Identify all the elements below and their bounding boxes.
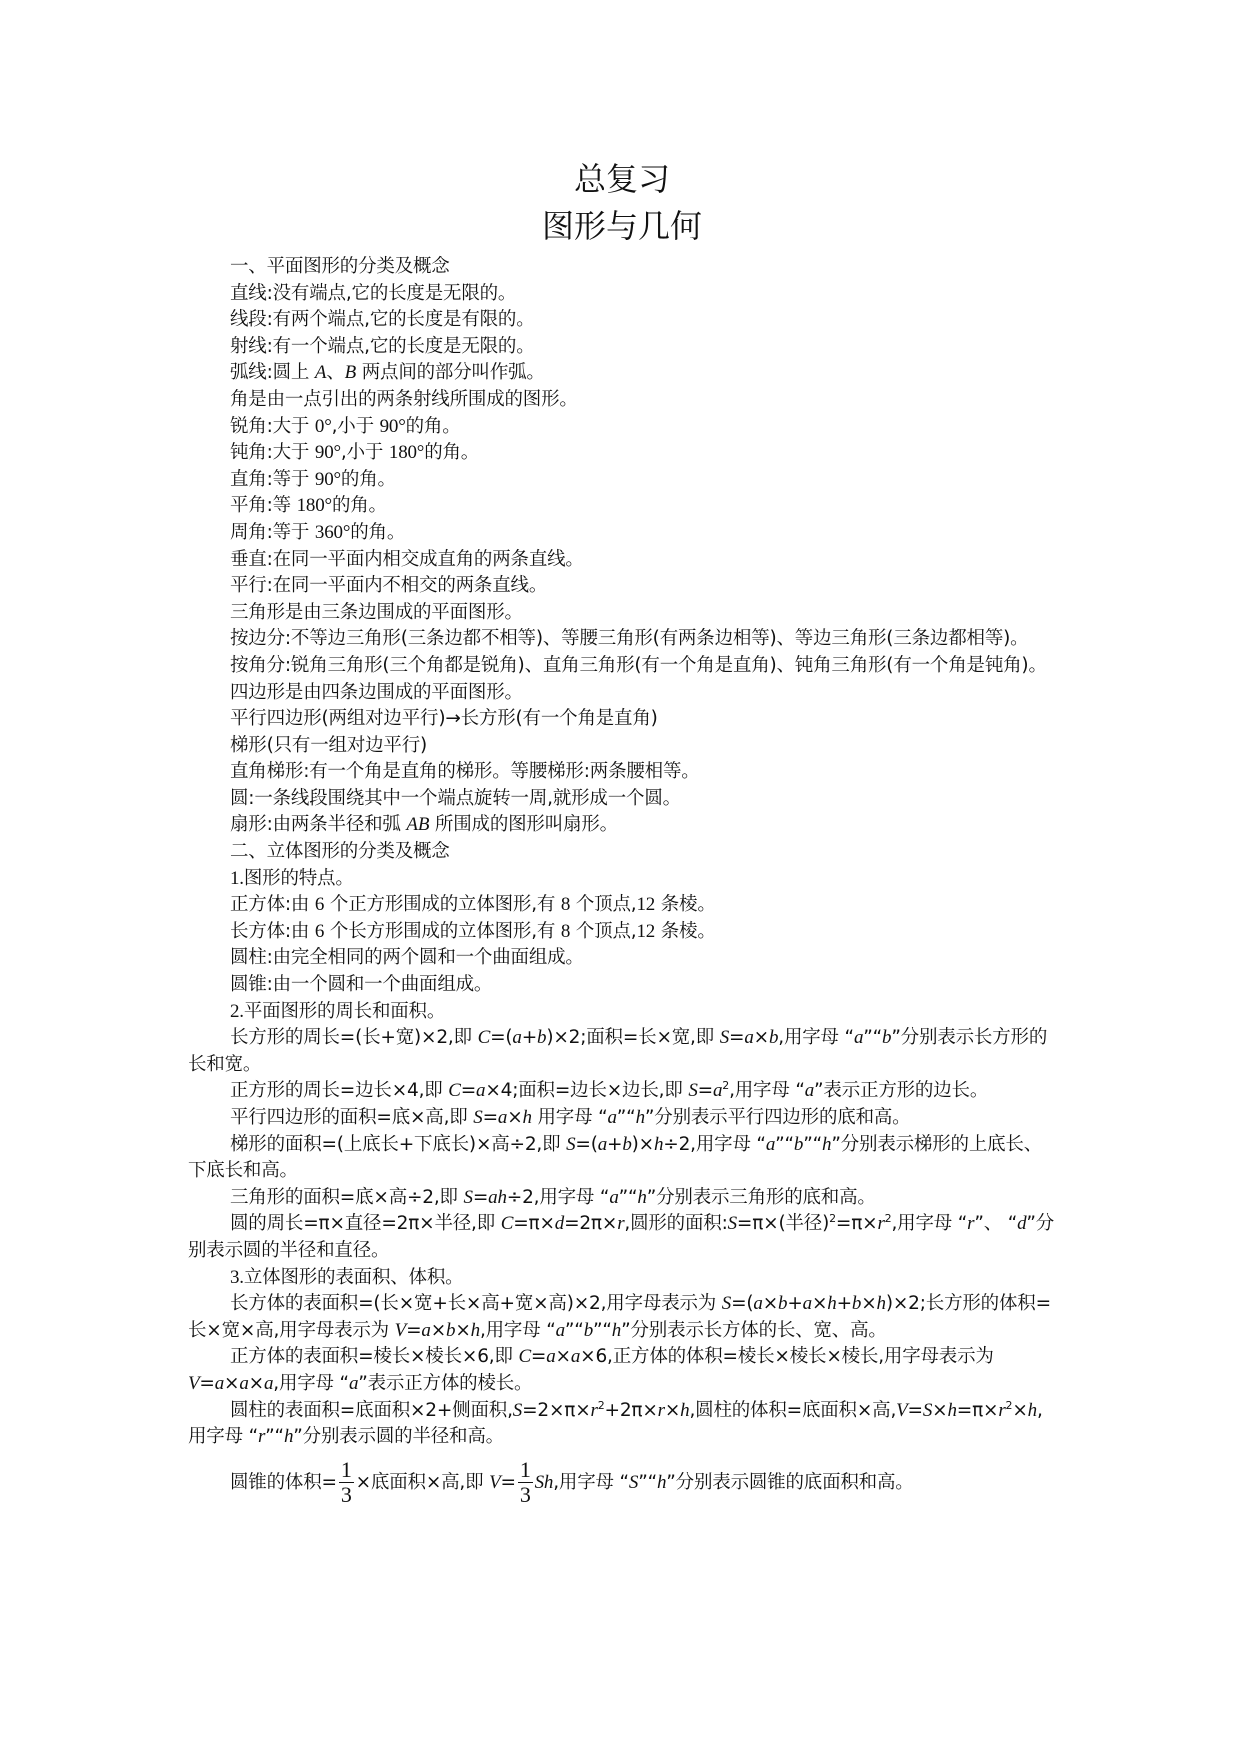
paragraph: 按边分:不等边三角形(三条边都不相等)、等腰三角形(有两条边相等)、等边三角形(三条边都相等)。 [230,628,1029,650]
paragraph: 周角:等于 360°的角。 [230,521,406,543]
paragraph: 圆锥:由一个圆和一个曲面组成。 [230,974,493,996]
paragraph: 圆的周长=π×直径=2π×半径,即 C=π×d=2π×r,圆形的面积:S=π×(半径)$^2=\pi\times r^2$,用字母 “r”、 “d”分别表示圆的半径和直径。 [188,1212,1055,1261]
paragraph: 三角形是由三条边围成的平面图形。 [230,601,523,623]
paragraph: 平角:等 180°的角。 [230,495,387,517]
paragraph: 二、立体图形的分类及概念 [230,841,450,863]
paragraph: 圆柱的表面积=底面积×2+侧面积$,S=2\times\pi\times r^2+2\pi\times r\times h$,圆柱的体积=底面积×高$,V=S\times h=\pi\times r^2\times h$,用字母 “r”“h”分别表示圆的半径和高。 [188,1398,1043,1448]
paragraph: 长方体的表面积=(长×宽+长×高+宽×高)×2,用字母表示为 S=(a×b+a×h+b×h)×2;长方形的体积=长×宽×高,用字母表示为 V=a×b×h,用字母 “a”“b”“h”分别表示长方体的长、宽、高。 [188,1293,1051,1341]
paragraph: 弧线:圆上 A、B 两点间的部分叫作弧。 [230,362,545,384]
paragraph: 锐角:大于 0°,小于 90°的角。 [230,415,461,437]
paragraph: 一、平面图形的分类及概念 [230,256,450,277]
paragraph: 圆柱:由完全相同的两个圆和一个曲面组成。 [230,947,584,969]
paragraph: 3.立体图形的表面积、体积。 [230,1266,464,1288]
paragraph: 平行:在同一平面内不相交的两条直线。 [230,575,548,597]
paragraph: 梯形(只有一组对边平行) [230,734,428,756]
paragraph: 平行四边形的面积=底×高,即 S=a×h 用字母 “a”“h”分别表示平行四边形的底和高。 [230,1107,911,1128]
paragraph: 正方形的周长=边长×4,即 C=a×4;面积=边长×边长,即 $S=a^2$,用字母 “a”表示正方形的边长。 [230,1079,989,1102]
paragraph: 按角分:锐角三角形(三个角都是锐角)、直角三角形(有一个角是直角)、钝角三角形(有一个角是钝角)。 [230,654,1047,676]
paragraph: 角是由一点引出的两条射线所围成的图形。 [230,388,578,410]
paragraph: 四边形是由四条边围成的平面图形。 [230,681,523,703]
paragraph: 长方形的周长=(长+宽)×2,即 C=(a+b)×2;面积=长×宽,即 S=a×b,用字母 “a”“b”分别表示长方形的长和宽。 [188,1027,1048,1075]
doc-subtitle: 图形与几何 [541,207,702,245]
paragraph: 直角梯形:有一个角是直角的梯形。等腰梯形:两条腰相等。 [230,761,700,783]
paragraph: 射线:有一个端点,它的长度是无限的。 [230,335,535,357]
paragraph: 直线:没有端点,它的长度是无限的。 [230,282,517,304]
paragraph: 正方体:由 6 个正方形围成的立体图形,有 8 个顶点,12 条棱。 [230,894,716,916]
paragraph: 三角形的面积=底×高÷2,即 S=ah÷2,用字母 “a”“h”分别表示三角形的底和高。 [230,1186,876,1208]
paragraph: 正方体的表面积=棱长×棱长×6,即 C=a×a×6,正方体的体积=棱长×棱长×棱长,用字母表示为 V=a×a×a,用字母 “a”表示正方体的棱长。 [188,1346,994,1394]
paragraph: 长方体:由 6 个长方形围成的立体图形,有 8 个顶点,12 条棱。 [230,920,716,942]
paragraph: 平行四边形(两组对边平行)→长方形(有一个角是直角) [230,708,658,730]
paragraph: 2.平面图形的周长和面积。 [230,1000,446,1022]
paragraph: 1.图形的特点。 [230,867,354,889]
paragraph: 扇形:由两条半径和弧 AB 所围成的图形叫扇形。 [230,814,618,836]
paragraph: 垂直:在同一平面内相交成直角的两条直线。 [230,548,584,570]
paragraph: 钝角:大于 90°,小于 180°的角。 [230,442,480,464]
document-page [188,156,1056,1511]
paragraph: 圆锥的体积= $\frac{1}{3}$ ×底面积×高,即 V= $\frac{1}{3}$ Sh,用字母 “S”“h”分别表示圆锥的底面积和高。 [230,1457,914,1508]
doc-body [188,254,1056,1511]
paragraph: 直角:等于 90°的角。 [230,468,396,490]
paragraph: 圆:一条线段围绕其中一个端点旋转一周,就形成一个圆。 [230,787,681,809]
paragraph: 梯形的面积=(上底长+下底长)×高÷2,即 S=(a+b)×h÷2,用字母 “a”“b”“h”分别表示梯形的上底长、下底长和高。 [188,1133,1043,1182]
doc-title: 总复习 [573,160,670,198]
paragraph: 线段:有两个端点,它的长度是有限的。 [230,309,535,331]
